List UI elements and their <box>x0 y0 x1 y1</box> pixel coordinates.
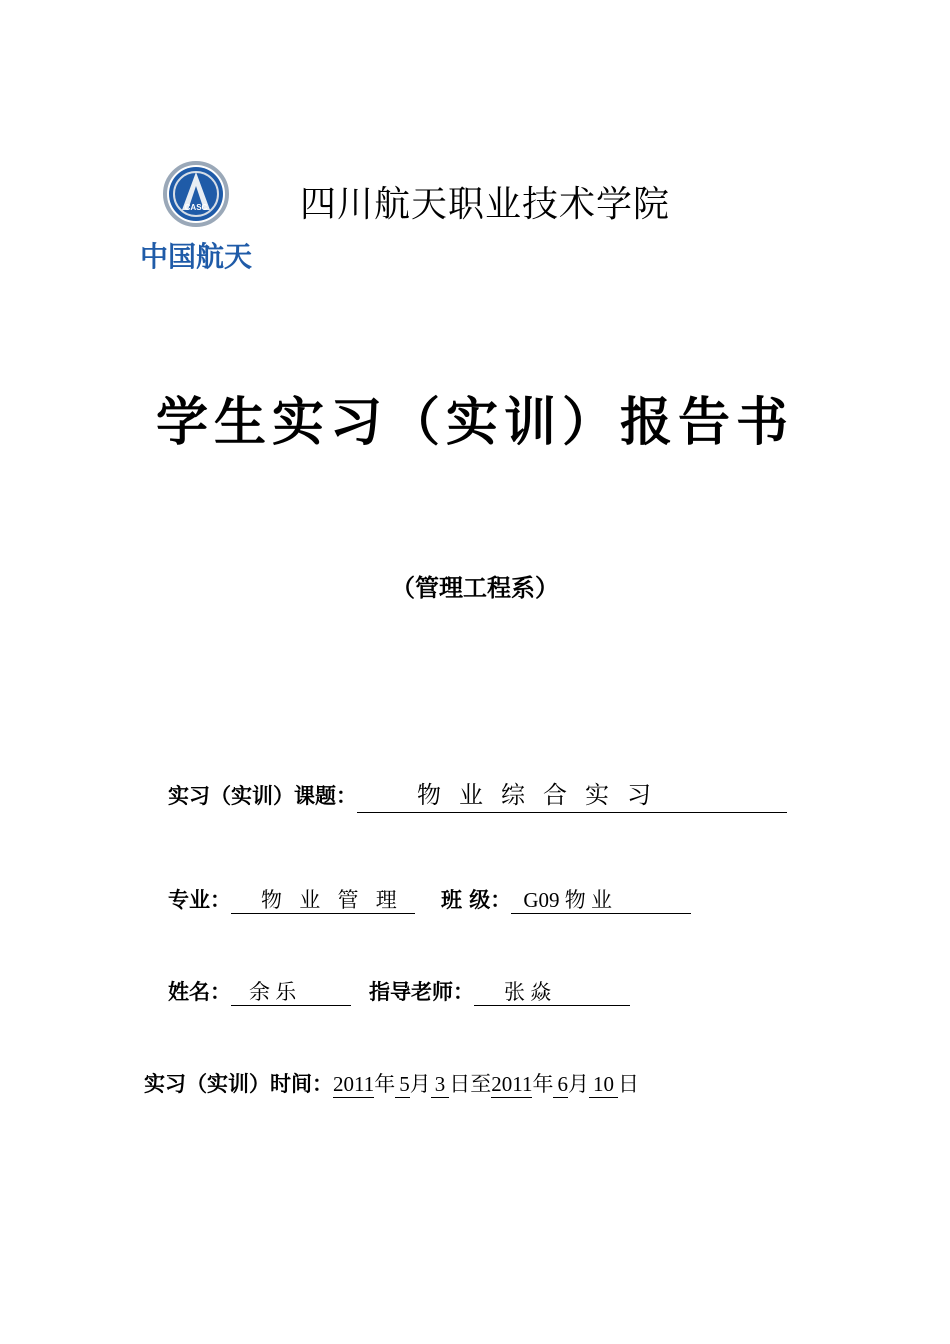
end-year: 2011 <box>491 1072 532 1098</box>
end-day-char: 日 <box>617 1072 639 1096</box>
start-day-char: 日 <box>449 1072 471 1096</box>
class-label: 班 级： <box>441 888 512 912</box>
school-name: 四川航天职业技术学院 <box>300 184 671 225</box>
end-year-char: 年 <box>532 1072 554 1096</box>
department: （管理工程系） <box>391 574 559 602</box>
end-day: 10 <box>589 1072 618 1098</box>
topic-label: 实习（实训）课题： <box>168 784 357 808</box>
end-month-char: 月 <box>567 1072 589 1096</box>
name-label: 姓名： <box>168 980 231 1004</box>
casc-logo <box>138 160 254 272</box>
logo-badge-text: CASC <box>184 203 208 212</box>
to-char: 至 <box>470 1072 492 1096</box>
start-day: 3 <box>431 1072 450 1098</box>
start-month: 5 <box>395 1072 410 1098</box>
start-year-char: 年 <box>374 1072 396 1096</box>
major-label: 专业： <box>168 888 231 912</box>
start-year: 2011 <box>333 1072 374 1098</box>
major-class-row <box>168 884 691 914</box>
report-title: 学生实习（实训）报告书 <box>155 392 794 453</box>
name-value: 余 乐 <box>231 980 351 1006</box>
time-row <box>144 1068 639 1098</box>
topic-row <box>168 780 787 813</box>
class-value: G09 物 业 <box>511 888 691 914</box>
time-label: 实习（实训）时间： <box>144 1072 333 1096</box>
end-month: 6 <box>553 1072 568 1098</box>
advisor-value: 张 焱 <box>474 980 630 1006</box>
start-month-char: 月 <box>409 1072 431 1096</box>
topic-value: 物 业 综 合 实 习 <box>357 783 787 813</box>
advisor-label: 指导老师： <box>369 980 474 1004</box>
major-value: 物 业 管 理 <box>231 888 415 914</box>
logo-wordmark: 中国航天 <box>139 240 253 272</box>
casc-emblem-icon <box>138 160 254 272</box>
name-advisor-row <box>168 976 630 1006</box>
